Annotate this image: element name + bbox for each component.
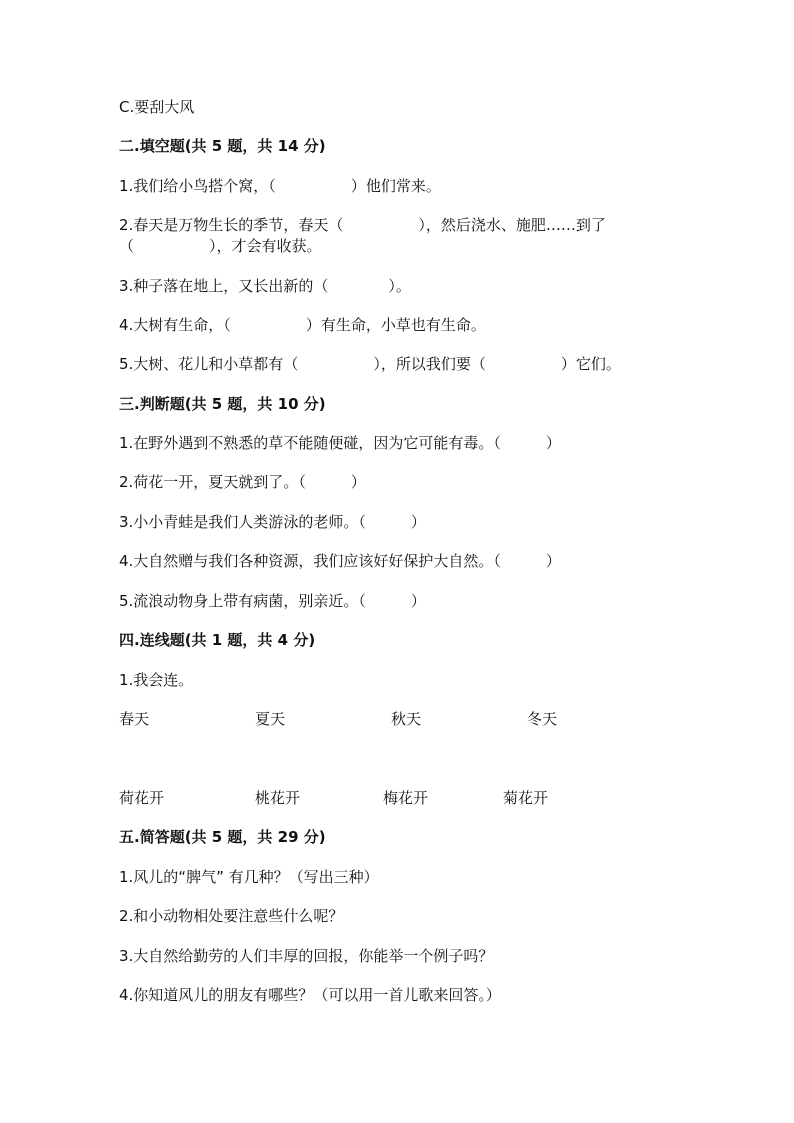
flower-chrysanthemum: 菊花开 bbox=[503, 789, 549, 807]
flower-plum: 梅花开 bbox=[383, 789, 429, 807]
flower-peach: 桃花开 bbox=[255, 789, 301, 807]
short-answer-question-2: 2.和小动物相处要注意些什么呢？ bbox=[119, 907, 344, 925]
fill-question-2-line-1: 2.春天是万物生长的季节，春天（ ），然后浇水、施肥……到了 bbox=[119, 216, 606, 234]
fill-question-2-line-2: （ ），才会有收获。 bbox=[119, 237, 322, 255]
short-answer-question-1: 1.风儿的“脾气” 有几种？（写出三种） bbox=[119, 868, 379, 886]
flower-lotus: 荷花开 bbox=[119, 789, 165, 807]
matching-question-1: 1.我会连。 bbox=[119, 671, 194, 689]
section-fill-in-title: 二.填空题(共 5 题，共 14 分) bbox=[119, 137, 326, 155]
section-true-false-title: 三.判断题(共 5 题，共 10 分) bbox=[119, 395, 326, 413]
judge-question-4: 4.大自然赠与我们各种资源，我们应该好好保护大自然。（ ） bbox=[119, 552, 561, 570]
short-answer-question-3: 3.大自然给勤劳的人们丰厚的回报，你能举一个例子吗？ bbox=[119, 947, 494, 965]
judge-question-5: 5.流浪动物身上带有病菌，别亲近。（ ） bbox=[119, 592, 426, 610]
section-short-answer-title: 五.简答题(共 5 题，共 29 分) bbox=[119, 828, 326, 846]
fill-question-5: 5.大树、花儿和小草都有（ ），所以我们要（ ）它们。 bbox=[119, 355, 621, 373]
option-c: C.要刮大风 bbox=[119, 98, 195, 116]
judge-question-1: 1.在野外遇到不熟悉的草不能随便碰，因为它可能有毒。（ ） bbox=[119, 434, 561, 452]
section-matching-title: 四.连线题(共 1 题，共 4 分) bbox=[119, 631, 316, 649]
judge-question-2: 2.荷花一开，夏天就到了。（ ） bbox=[119, 473, 366, 491]
fill-question-3: 3.种子落在地上，又长出新的（ ）。 bbox=[119, 277, 411, 295]
season-summer: 夏天 bbox=[255, 710, 286, 728]
judge-question-3: 3.小小青蛙是我们人类游泳的老师。（ ） bbox=[119, 513, 426, 531]
short-answer-question-4: 4.你知道风儿的朋友有哪些？（可以用一首儿歌来回答。） bbox=[119, 986, 501, 1004]
fill-question-1: 1.我们给小鸟搭个窝，（ ）他们常来。 bbox=[119, 177, 441, 195]
season-spring: 春天 bbox=[119, 710, 150, 728]
season-autumn: 秋天 bbox=[391, 710, 422, 728]
season-winter: 冬天 bbox=[527, 710, 558, 728]
fill-question-4: 4.大树有生命，（ ）有生命，小草也有生命。 bbox=[119, 316, 486, 334]
